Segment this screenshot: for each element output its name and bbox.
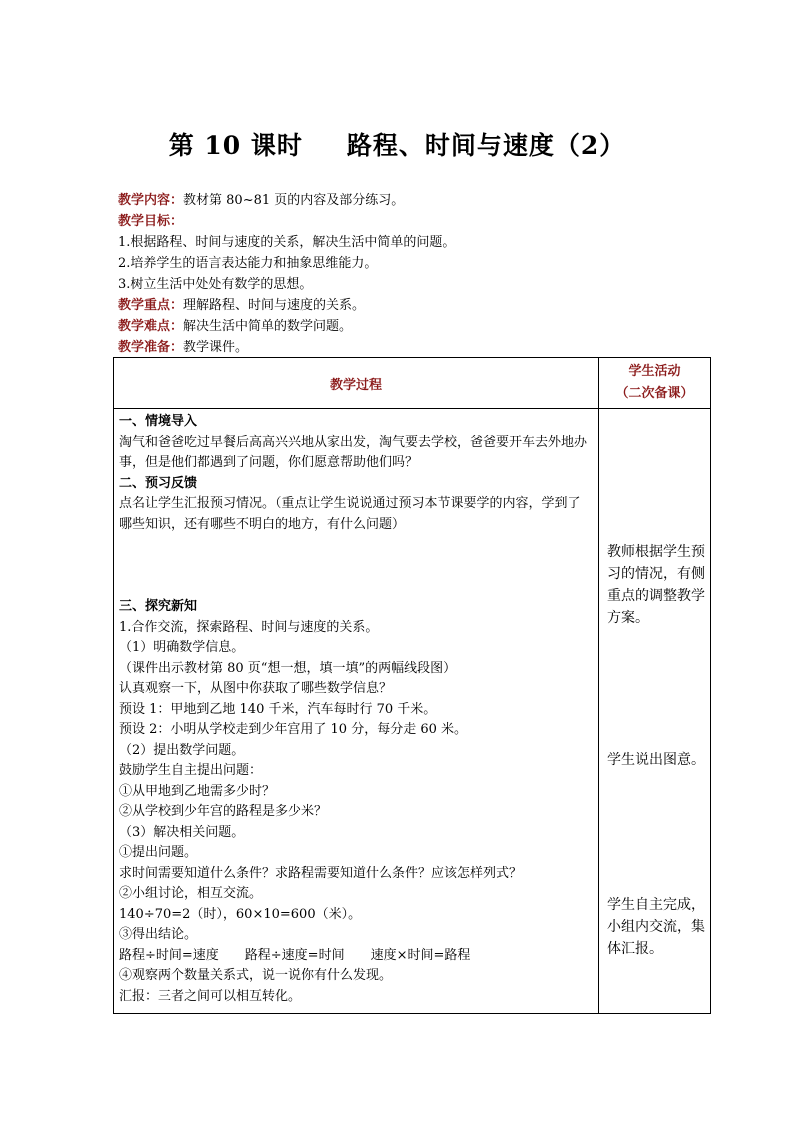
activity-header: 学生活动 （二次备课） xyxy=(599,358,711,409)
meta-content: 教学内容：教材第 80~81 页的内容及部分练习。 xyxy=(118,193,405,208)
meta-goal-item: 1.根据路程、时间与速度的关系，解决生活中简单的问题。 xyxy=(118,235,456,250)
table-body-row xyxy=(114,409,711,1014)
meta-goal-item: 2.培养学生的语言表达能力和抽象思维能力。 xyxy=(118,256,378,271)
section-heading: 三、探究新知 xyxy=(119,599,198,614)
section-heading: 一、情境导入 xyxy=(119,414,198,429)
lesson-meta xyxy=(118,190,708,358)
process-text: 淘气和爸爸吃过早餐后高高兴兴地从家出发，淘气要去学校，爸爸要开车去外地办事，但是他们都遇到了问题，你们愿意帮助他们吗？ xyxy=(119,434,588,470)
process-text: ②从学校到少年宫的路程是多少米？ xyxy=(119,804,328,819)
meta-prep: 教学准备：教学课件。 xyxy=(118,340,249,355)
table-header-row xyxy=(114,358,711,409)
process-text: 鼓励学生自主提出问题： xyxy=(119,763,263,778)
process-text: ①提出问题。 xyxy=(119,845,198,860)
meta-difficulty: 教学难点：解决生活中简单的数学问题。 xyxy=(118,319,353,334)
lesson-process-table xyxy=(113,357,711,1014)
process-text: 预设 2：小明从学校走到少年宫用了 10 分，每分走 60 米。 xyxy=(119,722,468,737)
process-cell xyxy=(114,409,599,1014)
process-text: 预设 1：甲地到乙地 140 千米，汽车每时行 70 千米。 xyxy=(119,701,437,717)
activity-note: 学生说出图意。 xyxy=(607,752,705,768)
process-text: （3）解决相关问题。 xyxy=(119,824,245,840)
process-text: 140÷70=2（时），60×10=600（米）。 xyxy=(119,906,362,922)
process-text: 求时间需要知道什么条件？求路程需要知道什么条件？应该怎样列式？ xyxy=(119,865,523,881)
meta-key: 教学重点：理解路程、时间与速度的关系。 xyxy=(118,298,366,313)
process-text: ②小组讨论，相互交流。 xyxy=(119,886,263,901)
meta-goals-label: 教学目标： xyxy=(118,214,184,229)
process-text: 1.合作交流，探索路程、时间与速度的关系。 xyxy=(119,619,379,635)
process-text: （1）明确数学信息。 xyxy=(119,640,245,655)
process-text: （课件出示教材第 80 页“想一想，填一填”的两幅线段图） xyxy=(119,660,457,676)
activity-note: 学生自主完成，小组内交流，集体汇报。 xyxy=(607,897,705,957)
process-text: ④观察两个数量关系式，说一说你有什么发现。 xyxy=(119,968,393,983)
process-text: ③得出结论。 xyxy=(119,927,198,942)
process-text: （2）提出数学问题。 xyxy=(119,742,245,758)
process-text: 认真观察一下，从图中你获取了哪些数学信息？ xyxy=(119,681,393,696)
process-text: 汇报：三者之间可以相互转化。 xyxy=(119,988,302,1004)
process-text: ①从甲地到乙地需多少时？ xyxy=(119,783,276,799)
meta-goal-item: 3.树立生活中处处有数学的思想。 xyxy=(118,277,313,292)
lesson-topic: 路程、时间与速度（2） xyxy=(346,131,626,160)
process-header: 教学过程 xyxy=(114,358,599,409)
activity-note: 教师根据学生预习的情况，有侧重点的调整教学方案。 xyxy=(607,544,705,626)
process-text: 路程÷时间=速度 路程÷速度=时间 速度×时间=路程 xyxy=(119,947,471,963)
process-text: 点名让学生汇报预习情况。（重点让学生说说通过预习本节课要学的内容，学到了哪些知识，还有哪些不明白的地方，有什么问题） xyxy=(119,496,581,532)
section-heading: 二、预习反馈 xyxy=(119,475,198,491)
activity-cell xyxy=(599,409,711,1014)
lesson-number: 第 10 课时 xyxy=(168,131,303,160)
page-title xyxy=(0,126,794,162)
